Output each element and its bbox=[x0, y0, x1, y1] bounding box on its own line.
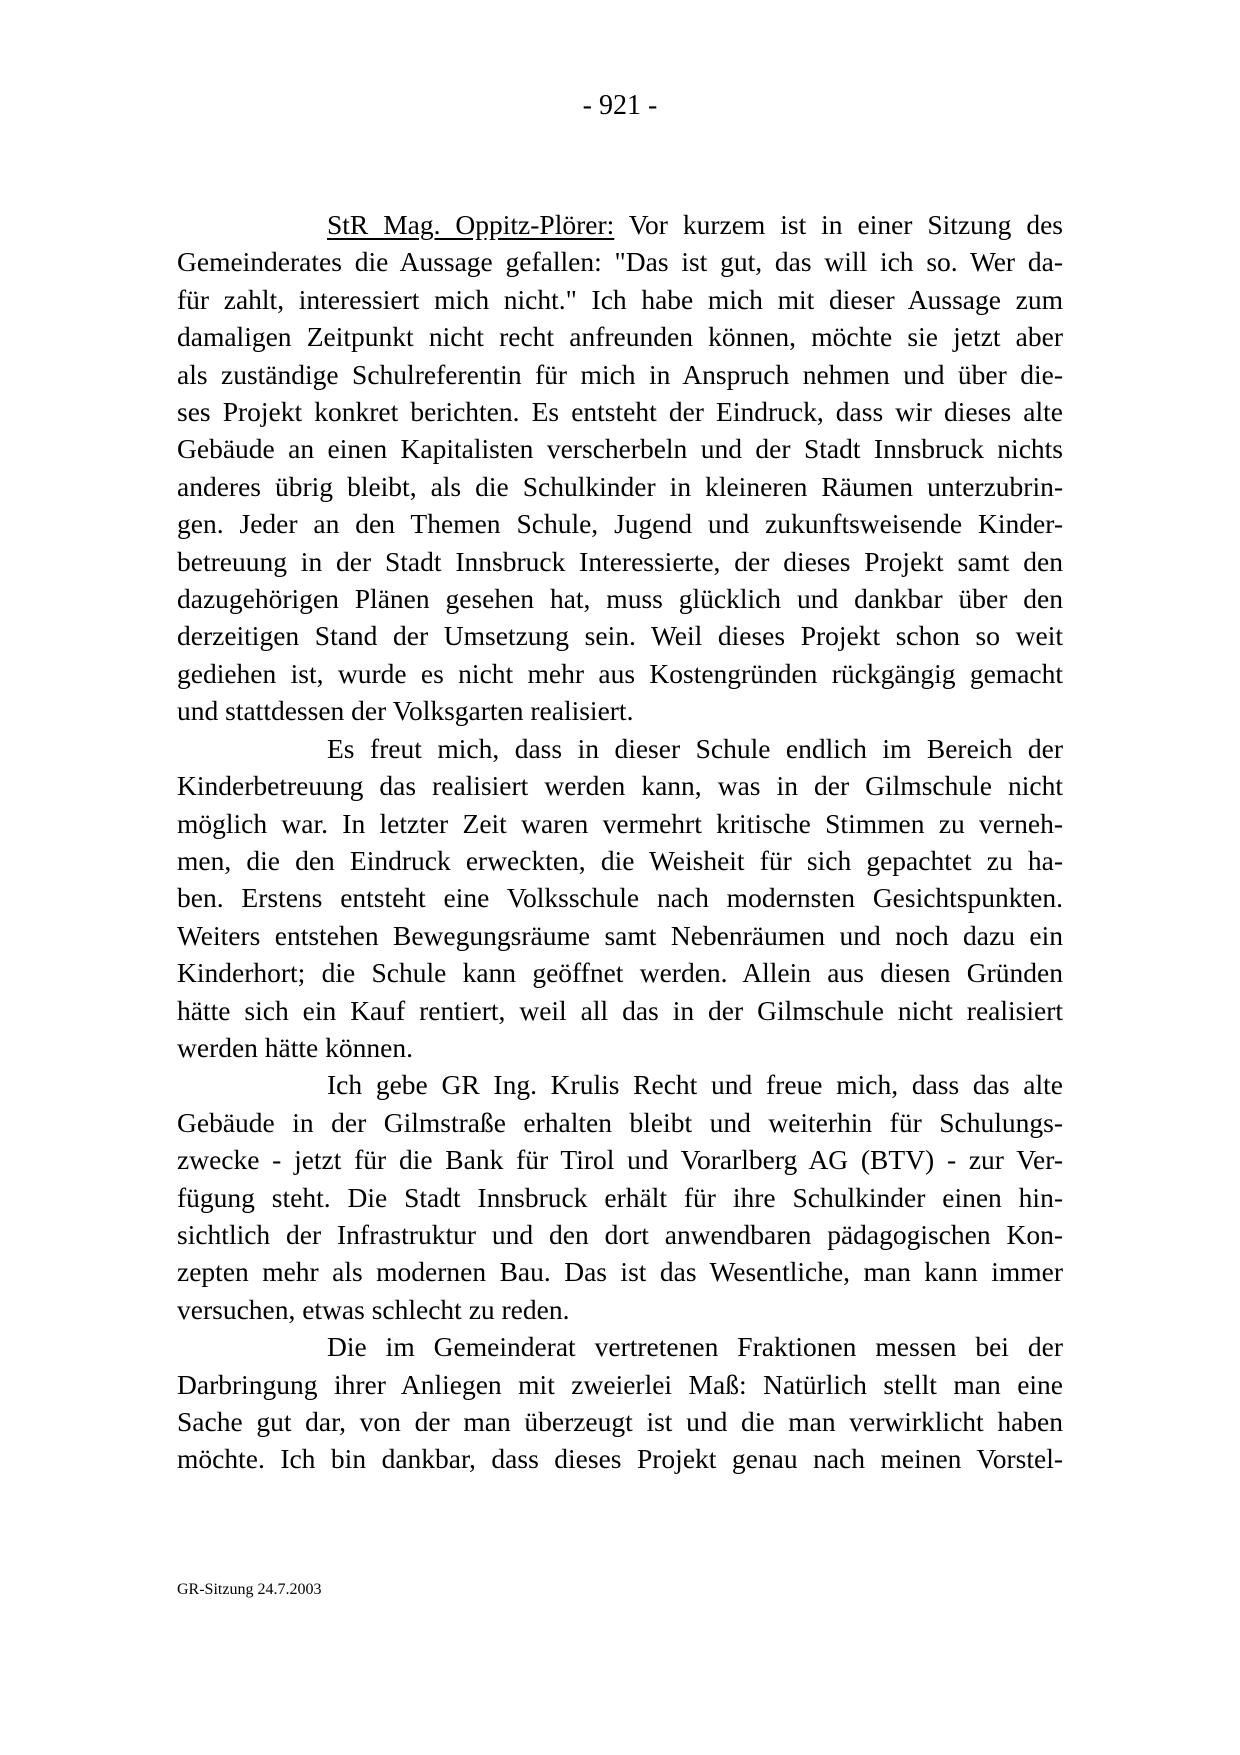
speaker-name: StR Mag. Oppitz-Plörer: bbox=[327, 209, 615, 240]
text-line: hätte sich ein Kauf rentiert, weil all das in der Gilmschule nicht realisiert bbox=[177, 994, 1063, 1026]
text-line: men, die den Eindruck erweckten, die Weisheit für sich gepachtet zu ha- bbox=[177, 844, 1063, 876]
text-line: werden hätte können. bbox=[177, 1031, 413, 1063]
text-line: anderes übrig bleibt, als die Schulkinder in kleineren Räumen unterzubrin- bbox=[177, 470, 1063, 502]
paragraph-1 bbox=[177, 206, 1063, 730]
text-line: fügung steht. Die Stadt Innsbruck erhält für ihre Schulkinder einen hin- bbox=[177, 1181, 1063, 1213]
page-number: - 921 - bbox=[582, 90, 658, 121]
text-line: für zahlt, interessiert mich nicht." Ich habe mich mit dieser Aussage zum bbox=[177, 283, 1063, 315]
text-line: Gebäude an einen Kapitalisten verscherbeln und der Stadt Innsbruck nichts bbox=[177, 433, 1063, 465]
text-line: möchte. Ich bin dankbar, dass dieses Projekt genau nach meinen Vorstel- bbox=[177, 1443, 1063, 1475]
text-line: versuchen, etwas schlecht zu reden. bbox=[177, 1293, 570, 1325]
text-line: Sache gut dar, von der man überzeugt ist und die man verwirklicht haben bbox=[177, 1406, 1063, 1437]
text-line: StR Mag. Oppitz-Plörer: Vor kurzem ist in einer Sitzung des bbox=[327, 209, 1063, 240]
text-line: Kinderhort; die Schule kann geöffnet werden. Allein aus diesen Gründen bbox=[177, 957, 1063, 989]
text-line: Ich gebe GR Ing. Krulis Recht und freue mich, dass das alte bbox=[327, 1069, 1063, 1101]
text-line: möglich war. In letzter Zeit waren vermehrt kritische Stimmen zu verneh- bbox=[177, 807, 1063, 839]
text-line: zepten mehr als modernen Bau. Das ist das Wesentliche, man kann immer bbox=[177, 1256, 1063, 1288]
text-line: zwecke - jetzt für die Bank für Tirol und Vorarlberg AG (BTV) - zur Ver- bbox=[177, 1144, 1063, 1176]
text-line: derzeitigen Stand der Umsetzung sein. Weil dieses Projekt schon so weit bbox=[177, 620, 1063, 652]
text-line: Es freut mich, dass in dieser Schule endlich im Bereich der bbox=[327, 732, 1063, 764]
text-line: Gebäude in der Gilmstraße erhalten bleibt und weiterhin für Schulungs- bbox=[177, 1106, 1063, 1138]
text-line: gen. Jeder an den Themen Schule, Jugend und zukunftsweisende Kinder- bbox=[177, 508, 1063, 540]
text-line: damaligen Zeitpunkt nicht recht anfreunden können, möchte sie jetzt aber bbox=[177, 321, 1063, 353]
text-line: ben. Erstens entsteht eine Volksschule nach modernsten Gesichtspunkten. bbox=[177, 882, 1063, 914]
paragraph-2 bbox=[177, 730, 1063, 1067]
document-body bbox=[177, 206, 1063, 1478]
text-line: dazugehörigen Plänen gesehen hat, muss glücklich und dankbar über den bbox=[177, 583, 1063, 615]
text-line: und stattdessen der Volksgarten realisiert. bbox=[177, 695, 634, 727]
text-line: sichtlich der Infrastruktur und den dort anwendbaren pädagogischen Kon- bbox=[177, 1218, 1063, 1250]
text-line: betreuung in der Stadt Innsbruck Interessierte, der dieses Projekt samt den bbox=[177, 545, 1063, 577]
text-line: Die im Gemeinderat vertretenen Fraktionen messen bei der bbox=[327, 1331, 1063, 1363]
text-line: als zuständige Schulreferentin für mich in Anspruch nehmen und über die- bbox=[177, 358, 1063, 390]
text-line: Gemeinderates die Aussage gefallen: "Das ist gut, das will ich so. Wer da- bbox=[177, 246, 1063, 278]
paragraph-3 bbox=[177, 1066, 1063, 1328]
paragraph-4 bbox=[177, 1328, 1063, 1478]
text-line: Weiters entstehen Bewegungsräume samt Nebenräumen und noch dazu ein bbox=[177, 919, 1063, 951]
page-footer: GR-Sitzung 24.7.2003 bbox=[177, 1581, 322, 1598]
text-line: Darbringung ihrer Anliegen mit zweierlei Maß: Natürlich stellt man eine bbox=[177, 1368, 1063, 1400]
text-line: gediehen ist, wurde es nicht mehr aus Kostengründen rückgängig gemacht bbox=[177, 657, 1063, 689]
text-line: ses Projekt konkret berichten. Es entsteht der Eindruck, dass wir dieses alte bbox=[177, 396, 1063, 428]
text-line: Kinderbetreuung das realisiert werden kann, was in der Gilmschule nicht bbox=[177, 770, 1063, 802]
